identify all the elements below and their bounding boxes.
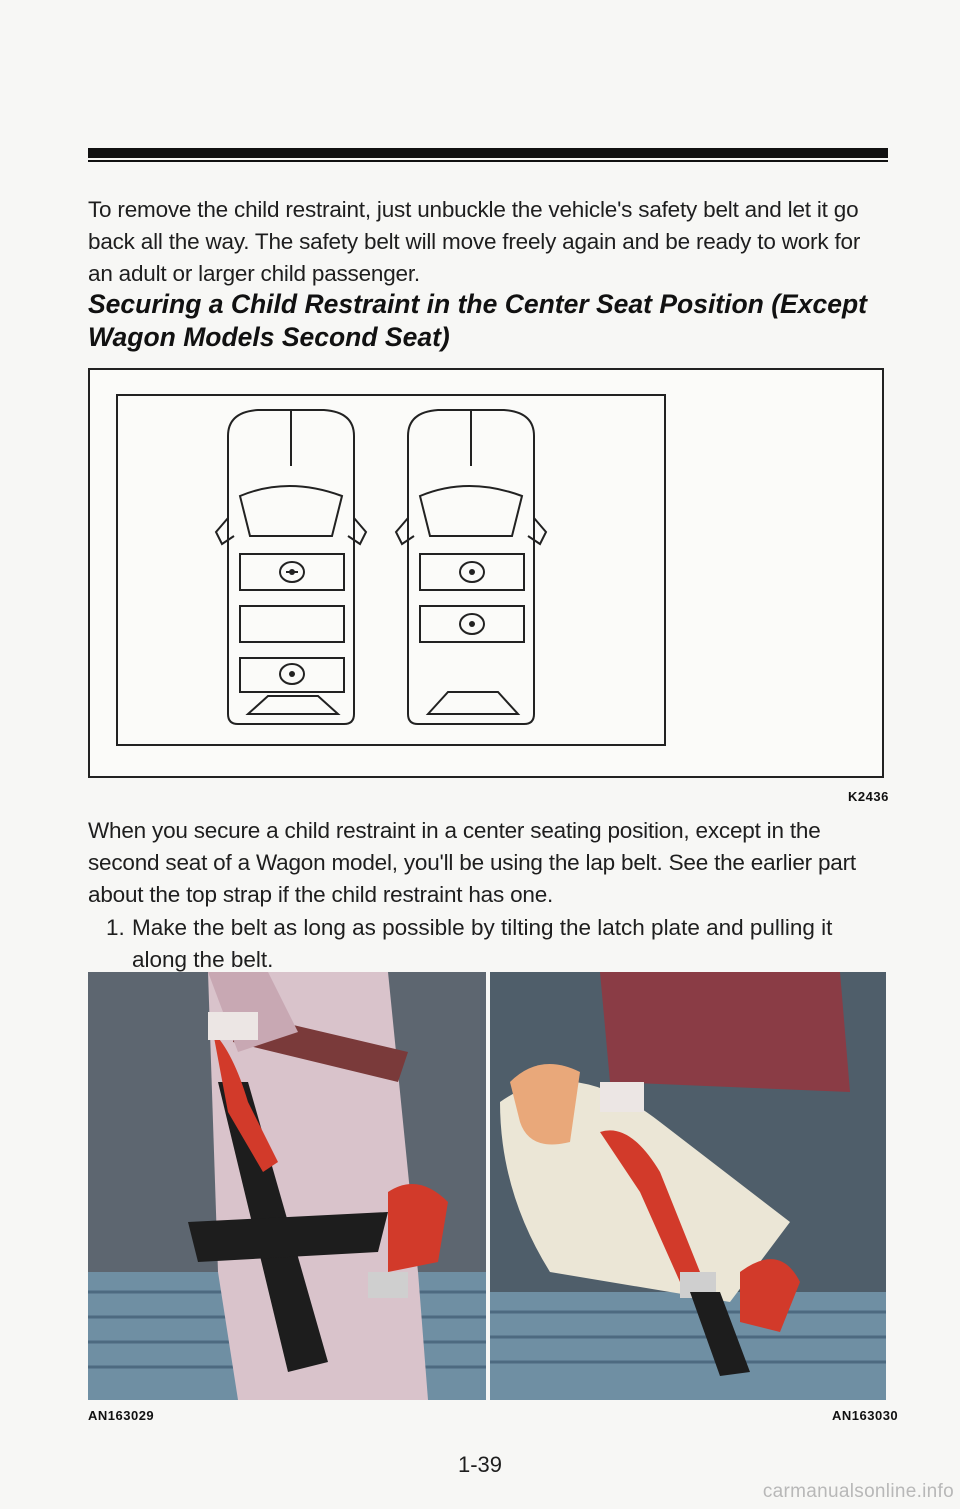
seating-diagram-frame bbox=[116, 394, 666, 746]
section-heading: Securing a Child Restraint in the Center Seat Position (Except Wagon Models Second Seat) bbox=[88, 289, 867, 352]
seating-diagram-figure bbox=[88, 368, 884, 778]
vehicle-seating-diagram bbox=[118, 396, 664, 744]
right-vehicle-outline bbox=[396, 410, 546, 724]
photo-code-left: AN163029 bbox=[88, 1408, 155, 1423]
figure-code: K2436 bbox=[848, 789, 889, 804]
step-number: 1. bbox=[106, 915, 125, 940]
photo-adjust-belt bbox=[88, 972, 486, 1400]
photo-pull-latch-plate bbox=[490, 972, 886, 1400]
page-number: 1-39 bbox=[457, 1452, 503, 1477]
watermark-text: carmanualsonline.info bbox=[762, 1481, 954, 1502]
photo-code-right: AN163030 bbox=[832, 1408, 899, 1423]
step-text: Make the belt as long as possible by tilting the latch plate and pulling it along the belt. bbox=[132, 915, 833, 972]
intro-paragraph: To remove the child restraint, just unbuckle the vehicle's safety belt and let it go back all the way. The safety belt will move freely again and be ready to work for an adult or larger child passenger. bbox=[88, 197, 861, 286]
left-vehicle-outline bbox=[216, 410, 366, 724]
body-paragraph: When you secure a child restraint in a center seating position, except in the second seat of a Wagon model, you'll be using the lap belt. See the earlier part about the top strap if the child restraint has one. bbox=[88, 818, 856, 907]
step-1 bbox=[106, 912, 886, 976]
top-rule bbox=[88, 148, 888, 162]
